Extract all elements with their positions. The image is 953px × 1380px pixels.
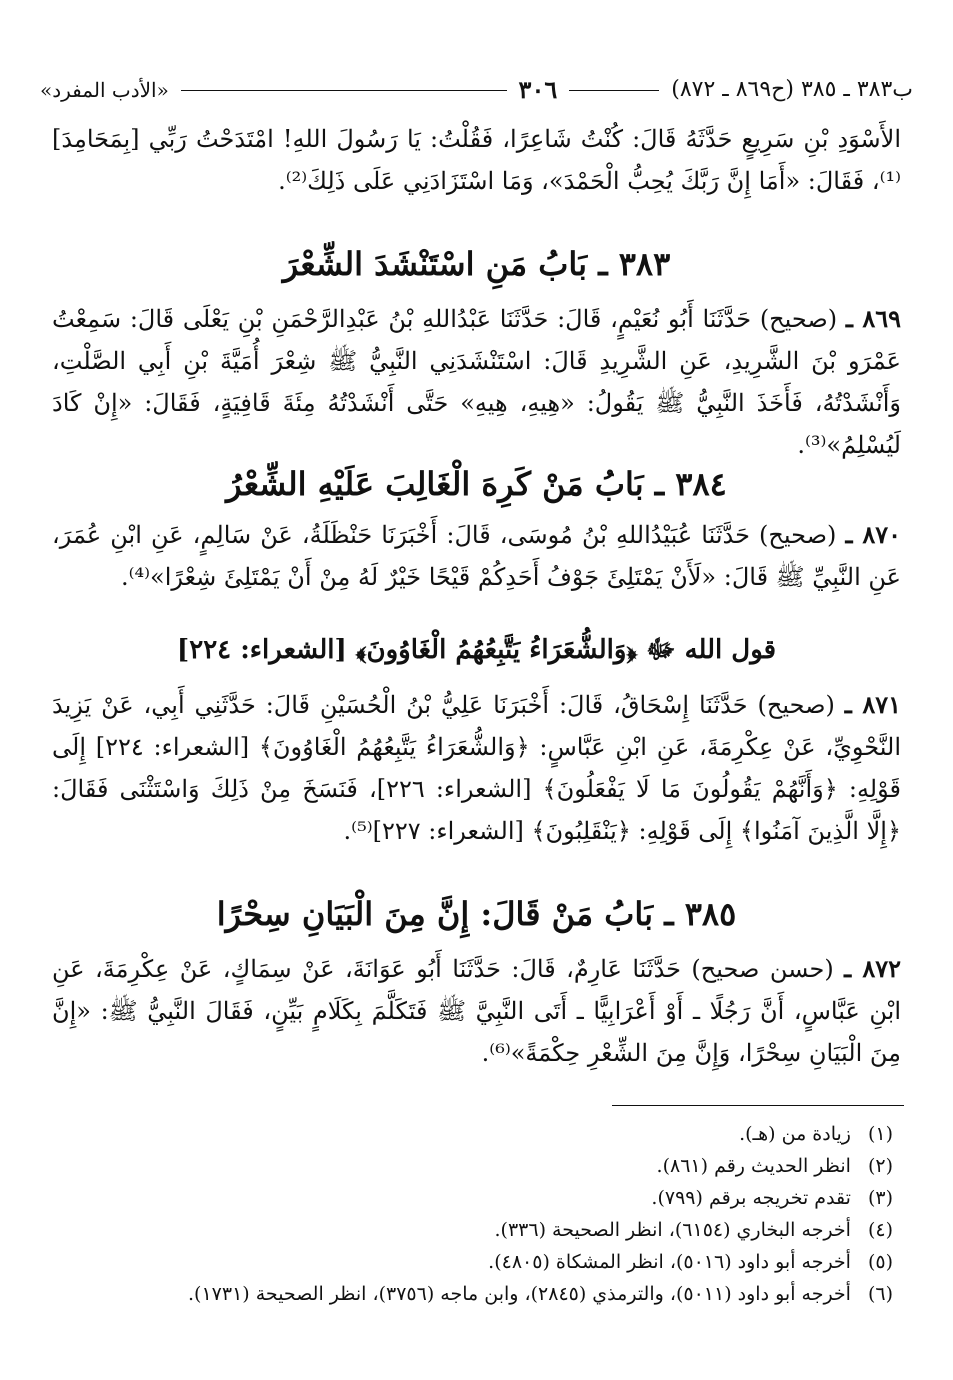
hadith-text: (صحيح) حَدَّثَنَا إِسْحَاقُ، قَالَ: أَخْبَرَنَا عَلِيُّ بْنُ الْحُسَيْنِ قَالَ: حَدَّثَنِي أَبِي، عَنْ يَزِيدَ النَّحْوِيِّ، عَنْ عِكْرِمَةَ، عَنِ ابْنِ عَبَّاسٍ: ﴿وَالشُّعَرَاءُ يَتَّبِعُهُمُ الْغَاوُونَ﴾ [الشعراء: ٢٢٤] إِلَى قَوْلِهِ: ﴿وَأَنَّهُمْ يَقُولُونَ مَا لَا يَفْعَلُونَ﴾ [الشعراء: ٢٢٦]، فَنَسَخَ مِنْ ذَلِكَ وَاسْتَثْنَى فَقَالَ: ﴿إِلَّا الَّذِينَ آمَنُوا﴾ إِلَى قَوْلِهِ: ﴿يَنْقَلِبُونَ﴾ [الشعراء: ٢٢٧]⁽⁵⁾. — [52, 691, 902, 845]
footnote-mark: (٦) — [867, 1283, 893, 1305]
footnote-mark: (٣) — [867, 1187, 893, 1209]
hadith-text: (صحيح) حَدَّثَنَا أَبُو نُعَيْمٍ، قَالَ: حَدَّثَنَا عَبْدُاللهِ بْنُ عَبْدِالرَّحْمَنِ بْنِ يَعْلَى قَالَ: سَمِعْتُ عَمْرَو بْنَ الشَّرِيدِ، عَنِ الشَّرِيدِ قَالَ: اسْتَنْشَدَنِي النَّبِيُّ ﷺ شِعْرَ أُمَيَّةَ بْنِ أَبِي الصَّلْتِ، وَأَنْشَدْتُهُ، فَأَخَذَ النَّبِيُّ ﷺ يَقُولُ: «هِيهِ، هِيهِ» حَتَّى أَنْشَدْتُهُ مِئَةَ قَافِيَةٍ، فَقَالَ: «إِنْ كَادَ لَيُسْلِمُ»⁽³⁾. — [52, 305, 901, 459]
footnote — [40, 1150, 893, 1182]
hadith-number: ٨٧٢ ـ — [844, 954, 902, 983]
page-header — [40, 74, 913, 106]
footnote-text: زيادة من (هـ). — [739, 1123, 851, 1145]
footnote-mark: (١) — [867, 1123, 893, 1145]
footnote-text: أخرجه البخاري (٦١٥٤)، انظر الصحيحة (٣٣٦). — [494, 1219, 851, 1241]
intro-paragraph: الأَسْوَدِ بْنِ سَرِيعٍ حَدَّثَهُ قَالَ: كُنْتُ شَاعِرًا، فَقُلْتُ: يَا رَسُولَ اللهِ! امْتَدَحْتُ رَبِّي [بِمَحَامِدَ]⁽¹⁾، فَقَالَ: «أَمَا إِنَّ رَبَّكَ يُحِبُّ الْحَمْدَ»، وَمَا اسْتَزَادَنِي عَلَى ذَلِكَ⁽²⁾. — [52, 125, 902, 195]
chapter-heading: ٣٨٣ ـ بَابُ مَنِ اسْتَنْشَدَ الشِّعْرَ — [282, 245, 671, 283]
header-rule — [181, 90, 507, 91]
hadith-number: ٨٧٠ ـ — [845, 520, 901, 549]
footnote-mark: (٥) — [867, 1251, 893, 1273]
footnote-mark: (٢) — [867, 1155, 893, 1177]
book-title: «الأدب المفرد» — [40, 78, 169, 102]
footnote-mark: (٤) — [867, 1219, 893, 1241]
footnote — [40, 1246, 893, 1278]
hadith-paragraph — [52, 684, 901, 852]
footnote — [40, 1182, 893, 1214]
footnote-text: انظر الحديث رقم (٨٦١). — [656, 1155, 851, 1177]
hadith-paragraph — [52, 514, 901, 598]
page-number: ٣٠٦ — [518, 75, 558, 104]
chapter-heading: ٣٨٥ ـ بَابُ مَنْ قَالَ: إِنَّ مِنَ الْبَيَانِ سِحْرًا — [216, 895, 737, 933]
chapter-heading: ٣٨٤ ـ بَابُ مَنْ كَرِهَ الْغَالِبَ عَلَيْهِ الشِّعْرُ — [226, 465, 727, 503]
footnotes — [40, 1118, 893, 1310]
footnote-text: أخرجه أبو داود (٥٠١٦)، انظر المشكاة (٤٨٠٥). — [488, 1251, 851, 1273]
hadith-paragraph — [52, 948, 901, 1074]
hadith-paragraph — [52, 298, 901, 466]
hadith-text: (حسن صحيح) حَدَّثَنَا عَارِمٌ، قَالَ: حَدَّثَنَا أَبُو عَوَانَةَ، عَنْ سِمَاكٍ، عَنْ عِكْرِمَةَ، عَنِ ابْنِ عَبَّاسٍ، أَنَّ رَجُلًا ـ أَوْ أَعْرَابِيًّا ـ أَتَى النَّبِيَّ ﷺ فَتَكَلَّمَ بِكَلَامٍ بَيِّنٍ، فَقَالَ النَّبِيُّ ﷺ: «إِنَّ مِنَ الْبَيَانِ سِحْرًا، وَإِنَّ مِنَ الشِّعْرِ حِكْمَةً»⁽⁶⁾. — [52, 955, 901, 1067]
footnote-rule — [612, 1105, 904, 1106]
hadith-text: (صحيح) حَدَّثَنَا عُبَيْدُاللهِ بْنُ مُوسَى، قَالَ: أَخْبَرَنَا حَنْظَلَةُ، عَنْ سَالِمٍ، عَنِ ابْنِ عُمَرَ، عَنِ النَّبِيِّ ﷺ قَالَ: «لَأَنْ يَمْتَلِئَ جَوْفُ أَحَدِكُمْ قَيْحًا خَيْرٌ لَهُ مِنْ أَنْ يَمْتَلِئَ شِعْرًا»⁽⁴⁾. — [52, 521, 901, 591]
footnote — [40, 1278, 893, 1310]
hadith-number: ٨٦٩ ـ — [845, 304, 901, 333]
footnote-text: أخرجه أبو داود (٥٠١١)، والترمذي (٢٨٤٥)، وابن ماجه (٣٧٥٦)، انظر الصحيحة (١٧٣١). — [188, 1283, 851, 1305]
footnote-text: تقدم تخريجه برقم (٧٩٩). — [651, 1187, 851, 1209]
hadith-number: ٨٧١ ـ — [844, 690, 902, 719]
chapter-heading: قول الله ﷻ ﴿وَالشُّعَرَاءُ يَتَّبِعُهُمُ الْغَاوُونَ﴾ [الشعراء: ٢٢٤] — [176, 635, 777, 665]
header-range: ب٣٨٣ ـ ٣٨٥ (ح٨٦٩ ـ ٨٧٢) — [671, 77, 913, 102]
footnote — [40, 1214, 893, 1246]
header-rule — [569, 90, 659, 91]
footnote — [40, 1118, 893, 1150]
